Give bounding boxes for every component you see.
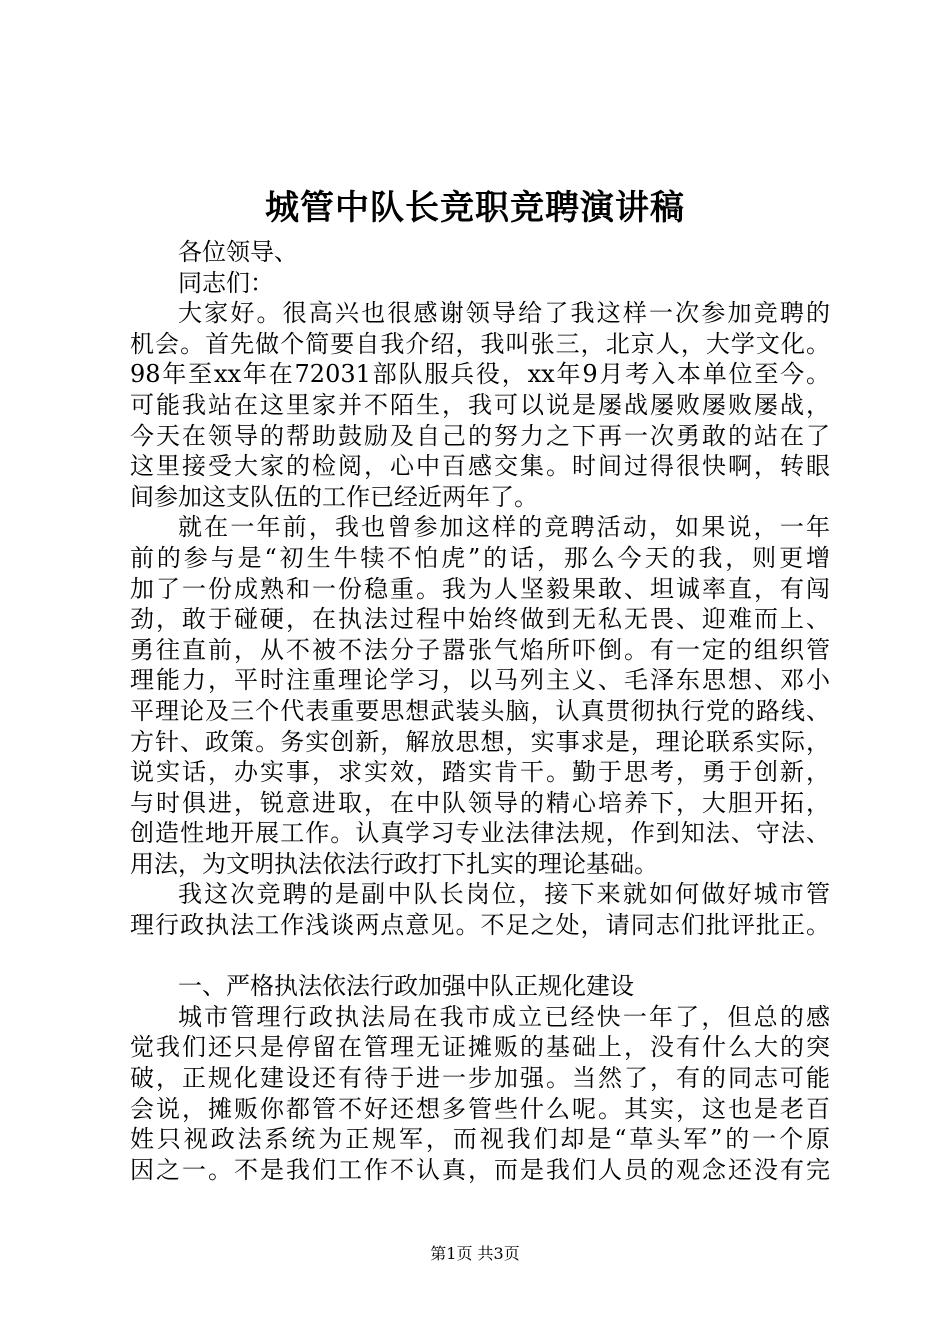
body-text-line: 破，正规化建设还有待于进一步加强。当然了，有的同志可能 — [130, 1064, 830, 1093]
body-text-line: 说实话，办实事，求实效，踏实肯干。勤于思考，勇于创新， — [130, 758, 830, 787]
page-footer: 第1页 共3页 — [430, 1244, 520, 1263]
body-text-line: 理能力，平时注重理论学习，以马列主义、毛泽东思想、邓小 — [130, 666, 830, 695]
body-text-line: 我这次竞聘的是副中队长岗位，接下来就如何做好城市管 — [178, 880, 830, 909]
body-text-line: 加了一份成熟和一份稳重。我为人坚毅果敢、坦诚率直，有闯 — [130, 574, 830, 603]
body-text-line: 觉我们还只是停留在管理无证摊贩的基础上，没有什么大的突 — [130, 1033, 830, 1062]
body-text-line: 姓只视政法系统为正规军，而视我们却是“草头军”的一个原 — [130, 1125, 830, 1154]
document-body — [130, 237, 830, 1185]
body-text-line: 同志们： — [178, 268, 274, 297]
body-text-line: 机会。首先做个简要自我介绍，我叫张三，北京人，大学文化。 — [130, 329, 830, 358]
body-text-line: 今天在领导的帮助鼓励及自己的努力之下再一次勇敢的站在了 — [130, 421, 830, 450]
body-text-line: 各位领导、 — [178, 238, 298, 266]
body-text-line: 一、严格执法依法行政加强中队正规化建设 — [178, 972, 634, 1001]
body-text-line: 98年至xx年在72031部队服兵役，xx年9月考入本单位至今。 — [130, 360, 830, 389]
blank-line — [130, 941, 830, 972]
body-text-line: 理行政执法工作浅谈两点意见。不足之处，请同志们批评批正。 — [130, 911, 830, 940]
body-text-line: 间参加这支队伍的工作已经近两年了。 — [130, 482, 538, 511]
body-text-line: 就在一年前，我也曾参加这样的竞聘活动，如果说，一年 — [178, 513, 830, 542]
body-text-line: 城市管理行政执法局在我市成立已经快一年了，但总的感 — [178, 1002, 830, 1031]
body-text-line: 这里接受大家的检阅，心中百感交集。时间过得很快啊，转眼 — [130, 452, 830, 481]
body-text-line: 前的参与是“初生牛犊不怕虎”的话，那么今天的我，则更增 — [130, 543, 830, 572]
document-title: 城管中队长竞职竞聘演讲稿 — [265, 188, 685, 228]
body-text-line: 会说，摊贩你都管不好还想多管些什么呢。其实，这也是老百 — [130, 1094, 830, 1123]
body-text-line: 与时俱进，锐意进取，在中队领导的精心培养下，大胆开拓， — [130, 788, 830, 817]
body-text-line: 平理论及三个代表重要思想武装头脑，认真贯彻执行党的路线、 — [130, 696, 830, 725]
body-text-line: 创造性地开展工作。认真学习专业法律法规，作到知法、守法、 — [130, 819, 830, 848]
body-text-line: 勇往直前，从不被不法分子嚣张气焰所吓倒。有一定的组织管 — [130, 635, 830, 664]
body-text-line: 劲，敢于碰硬，在执法过程中始终做到无私无畏、迎难而上、 — [130, 605, 830, 634]
body-text-line: 可能我站在这里家并不陌生，我可以说是屡战屡败屡败屡战， — [130, 390, 830, 419]
body-text-line: 因之一。不是我们工作不认真，而是我们人员的观念还没有完 — [130, 1155, 830, 1184]
body-text-line: 方针、政策。务实创新，解放思想，实事求是，理论联系实际， — [130, 727, 830, 756]
body-text-line: 用法，为文明执法依法行政打下扎实的理论基础。 — [130, 849, 658, 878]
body-text-line: 大家好。很高兴也很感谢领导给了我这样一次参加竞聘的 — [178, 299, 830, 328]
